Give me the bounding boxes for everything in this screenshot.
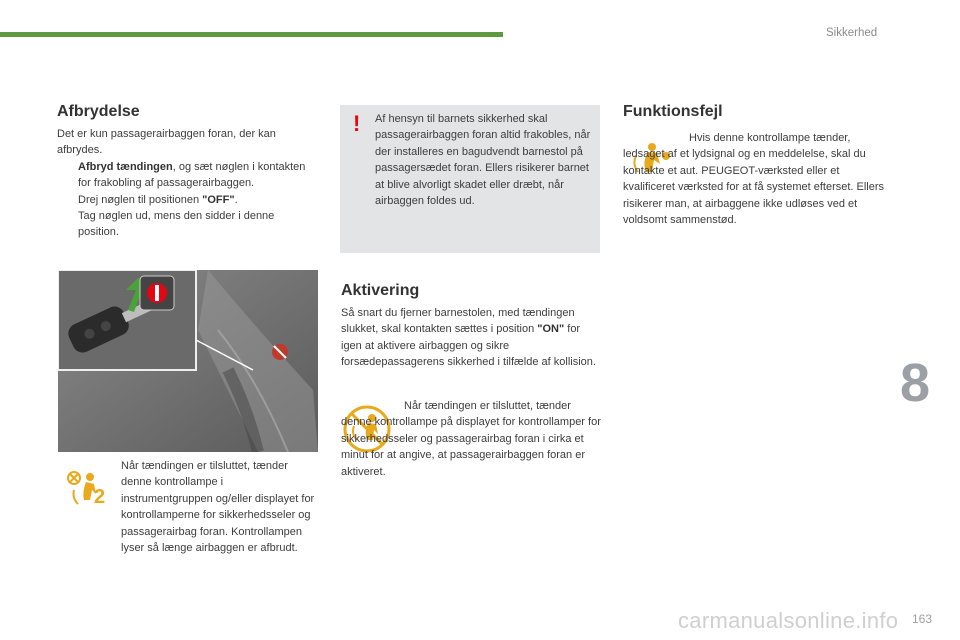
- warning-box: [340, 105, 600, 253]
- bullet-2-end: .: [234, 193, 238, 206]
- bullet-3-text: Tag nøglen ud, mens den sidder i denne position.: [78, 210, 275, 239]
- airbag-off-icon: [60, 468, 108, 510]
- bullet-3: [57, 208, 312, 241]
- funktionsfejl-text: Hvis denne kontrollampe tænder, ledsaget af et lydsignal og en meddelelse, skal du kontakte et aut. PEUGEOT-værksted eller et kvalificeret værksted for at få systemet efterset. Ellers risikerer man, at airbaggene ikke udløses ved et voldsomt sammenstød.: [623, 132, 885, 227]
- key-in-switch-illustration: [58, 270, 318, 452]
- page-number: 163: [912, 612, 933, 626]
- icon-number: 2: [94, 486, 106, 508]
- bullet-1: [57, 159, 312, 192]
- aktivering-text-a: Så snart du fjerner barnestolen, med tændingen slukket, skal kontakten sættes i position: [341, 307, 575, 336]
- warning-icon: !: [353, 111, 361, 136]
- bullet-1-text: , og sæt nøglen i kontakten for frakobling af passagerairbaggen.: [78, 160, 306, 190]
- aktivering-on: "ON": [537, 323, 565, 336]
- chapter-number: 8: [900, 353, 931, 413]
- section-title: Sikkerhed: [826, 27, 878, 39]
- bullet-2: [57, 192, 312, 208]
- bullet-2-bold: "OFF": [202, 193, 235, 206]
- aktivering-text: [341, 305, 603, 371]
- warning-text: Af hensyn til barnets sikkerhed skal passagerairbaggen foran altid frakobles, når der installeres en bagudvendt barnestol på passagersædet foran. Ellers risikerer barnet at blive alvorligt skadet eller dræbt, når airbaggen foldes ud.: [375, 113, 591, 208]
- bullet-1-bold: Afbryd tændingen: [78, 160, 173, 173]
- heading-aktivering: Aktivering: [341, 282, 420, 299]
- intro-text: Det er kun passagerairbaggen foran, der kan afbrydes.: [57, 128, 276, 157]
- aktivering-lamp-text: Når tændingen er tilsluttet, tænder denne kontrollampe på displayet for kontrollamper for sikkerhedsseler og passagerairbag foran i cirka et minut for at angive, at passagerairbaggen foran er aktiveret.: [341, 400, 601, 478]
- bullet-2-text: Drej nøglen til positionen: [78, 193, 203, 206]
- heading-afbrydelse: Afbrydelse: [57, 103, 140, 120]
- header-green-bar: [0, 32, 503, 37]
- watermark: carmanualsonline.info: [678, 608, 899, 633]
- aktivering-text-b: for igen at aktivere airbaggen og sikre forsædepassagerens sikkerhed i tilfælde af kollision.: [341, 323, 596, 369]
- lamp-text: Når tændingen er tilsluttet, tænder denne kontrollampe i instrumentgruppen og/eller displayet for kontrollamperne for sikkerhedsseler og passagerairbag foran. Kontrollampen lyser så længe airbaggen er afbrudt.: [121, 460, 315, 555]
- left-body: [57, 126, 312, 241]
- heading-funktionsfejl: Funktionsfejl: [623, 103, 723, 120]
